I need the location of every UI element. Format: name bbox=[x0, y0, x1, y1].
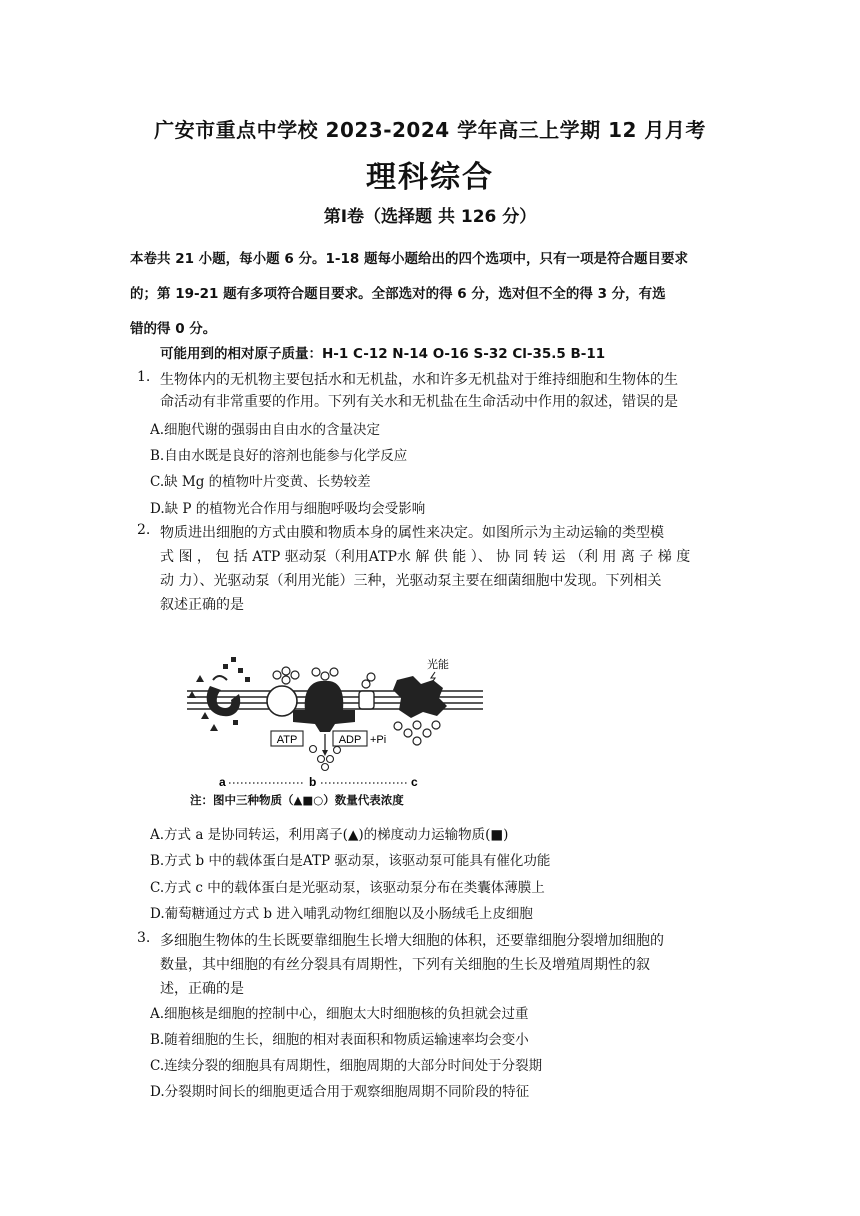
circle-molecule-icon bbox=[334, 747, 341, 754]
question-2-option-b: B.方式 b 中的载体蛋白是ATP 驱动泵，该驱动泵可能具有催化功能 bbox=[150, 853, 551, 869]
circle-molecule-icon bbox=[362, 680, 370, 688]
question-2-number: 2. bbox=[137, 522, 151, 538]
question-1-option-b: B.自由水既是良好的溶剂也能参与化学反应 bbox=[150, 448, 408, 464]
atomic-masses: 可能用到的相对原子质量：H-1 C-12 N-14 O-16 S-32 Cl-35.5 B-11 bbox=[160, 346, 606, 362]
square-molecule-icon bbox=[223, 664, 228, 669]
atp-label: ATP bbox=[276, 734, 298, 746]
question-1-option-a: A.细胞代谢的强弱由自由水的含量决定 bbox=[150, 422, 381, 438]
label-b: b bbox=[309, 775, 317, 789]
question-2-stem-line: 式 图 ， 包 括 ATP 驱动泵（利用ATP水 解 供 能 ）、 协 同 转 运 （利 用 离 子 梯 度 bbox=[160, 549, 691, 565]
atp-pump-shape bbox=[293, 681, 355, 732]
circle-molecule-icon bbox=[282, 667, 290, 675]
question-2-option-a: A.方式 a 是协同转运，利用离子(▲)的梯度动力运输物质(■) bbox=[150, 827, 509, 843]
question-2-option-d: D.葡萄糖通过方式 b 进入哺乳动物红细胞以及小肠绒毛上皮细胞 bbox=[150, 906, 533, 922]
square-molecule-icon bbox=[245, 677, 250, 682]
question-2-stem-line: 物质进出细胞的方式由膜和物质本身的属性来决定。如图所示为主动运输的类型模 bbox=[160, 525, 664, 541]
instructions-line-2: 的；第 19-21 题有多项符合题目要求。全部选对的得 6 分，选对但不全的得 3 分，有选 bbox=[130, 286, 666, 302]
question-1-stem-line: 命活动有非常重要的作用。下列有关水和无机盐在生命活动中作用的叙述，错误的是 bbox=[160, 394, 678, 410]
triangle-ion-icon bbox=[188, 691, 196, 698]
question-1-number: 1. bbox=[137, 369, 151, 385]
instructions-line-1: 本卷共 21 小题，每小题 6 分。1-18 题每小题给出的四个选项中，只有一项是符合题目要求 bbox=[130, 251, 688, 267]
light-pump-shape bbox=[393, 676, 447, 718]
circle-molecule-icon bbox=[394, 722, 402, 730]
circle-molecule-icon bbox=[423, 729, 431, 737]
circle-molecule-icon bbox=[310, 746, 317, 753]
figure-note: 注：图中三种物质（▲■○）数量代表浓度 bbox=[190, 793, 404, 807]
square-molecule-icon bbox=[238, 668, 243, 673]
circle-molecule-icon bbox=[322, 764, 329, 771]
square-molecule-icon bbox=[231, 657, 236, 662]
circle-molecule-icon bbox=[312, 668, 320, 676]
pi-label: +Pi bbox=[370, 734, 387, 746]
curved-arrow-icon bbox=[213, 676, 227, 680]
circle-molecule-icon bbox=[273, 671, 281, 679]
circle-molecule-icon bbox=[321, 672, 329, 680]
subject-title: 理科综合 bbox=[366, 160, 494, 195]
carrier-circle-shape bbox=[267, 686, 297, 716]
triangle-ion-icon bbox=[201, 712, 209, 719]
exam-title: 广安市重点中学校 2023-2024 学年高三上学期 12 月月考 bbox=[154, 118, 706, 142]
label-a: a bbox=[219, 775, 226, 789]
question-2-stem-line: 动 力）、光驱动泵（利用光能）三种，光驱动泵主要在细菌细胞中发现。下列相关 bbox=[160, 573, 662, 589]
circle-molecule-icon bbox=[291, 671, 299, 679]
membrane-figure bbox=[185, 650, 485, 815]
triangle-ion-icon bbox=[210, 724, 218, 731]
question-3-option-b: B.随着细胞的生长，细胞的相对表面积和物质运输速率均会变小 bbox=[150, 1032, 529, 1048]
circle-molecule-icon bbox=[330, 668, 338, 676]
square-molecule-icon bbox=[233, 720, 238, 725]
question-1-stem-line: 生物体内的无机物主要包括水和无机盐，水和许多无机盐对于维持细胞和生物体的生 bbox=[160, 372, 678, 388]
question-3-stem-line: 多细胞生物体的生长既要靠细胞生长增大细胞的体积，还要靠细胞分裂增加细胞的 bbox=[160, 933, 664, 949]
circle-molecule-icon bbox=[413, 737, 421, 745]
circle-molecule-icon bbox=[318, 756, 325, 763]
circle-molecule-icon bbox=[432, 721, 440, 729]
question-2-stem-line: 叙述正确的是 bbox=[160, 597, 244, 613]
question-3-number: 3. bbox=[137, 930, 151, 946]
small-carrier-shape bbox=[359, 691, 374, 709]
instructions-line-3: 错的得 0 分。 bbox=[130, 321, 217, 337]
section-title: 第Ⅰ卷（选择题 共 126 分） bbox=[323, 207, 537, 227]
question-2-option-c: C.方式 c 中的载体蛋白是光驱动泵，该驱动泵分布在类囊体薄膜上 bbox=[150, 880, 545, 896]
circle-molecule-icon bbox=[327, 756, 334, 763]
adp-label: ADP bbox=[338, 734, 362, 746]
question-3-option-a: A.细胞核是细胞的控制中心，细胞太大时细胞核的负担就会过重 bbox=[150, 1006, 529, 1022]
circle-molecule-icon bbox=[413, 721, 421, 729]
question-3-option-c: C.连续分裂的细胞具有周期性，细胞周期的大部分时间处于分裂期 bbox=[150, 1058, 543, 1074]
arrow-head-icon bbox=[322, 750, 328, 756]
question-3-stem-line: 述，正确的是 bbox=[160, 981, 244, 997]
question-3-stem-line: 数量，其中细胞的有丝分裂具有周期性，下列有关细胞的生长及增殖周期性的叙 bbox=[160, 957, 650, 973]
question-3-option-d: D.分裂期时间长的细胞更适合用于观察细胞周期不同阶段的特征 bbox=[150, 1084, 530, 1100]
label-c: c bbox=[411, 775, 418, 789]
light-energy-label: 光能 bbox=[427, 659, 449, 671]
circle-molecule-icon bbox=[404, 729, 412, 737]
circle-molecule-icon bbox=[367, 673, 375, 681]
question-1-option-d: D.缺 P 的植物光合作用与细胞呼吸均会受影响 bbox=[150, 501, 426, 517]
question-1-option-c: C.缺 Mg 的植物叶片变黄、长势较差 bbox=[150, 474, 371, 490]
circle-molecule-icon bbox=[282, 676, 290, 684]
triangle-ion-icon bbox=[196, 675, 204, 682]
active-transport-diagram bbox=[185, 650, 485, 815]
